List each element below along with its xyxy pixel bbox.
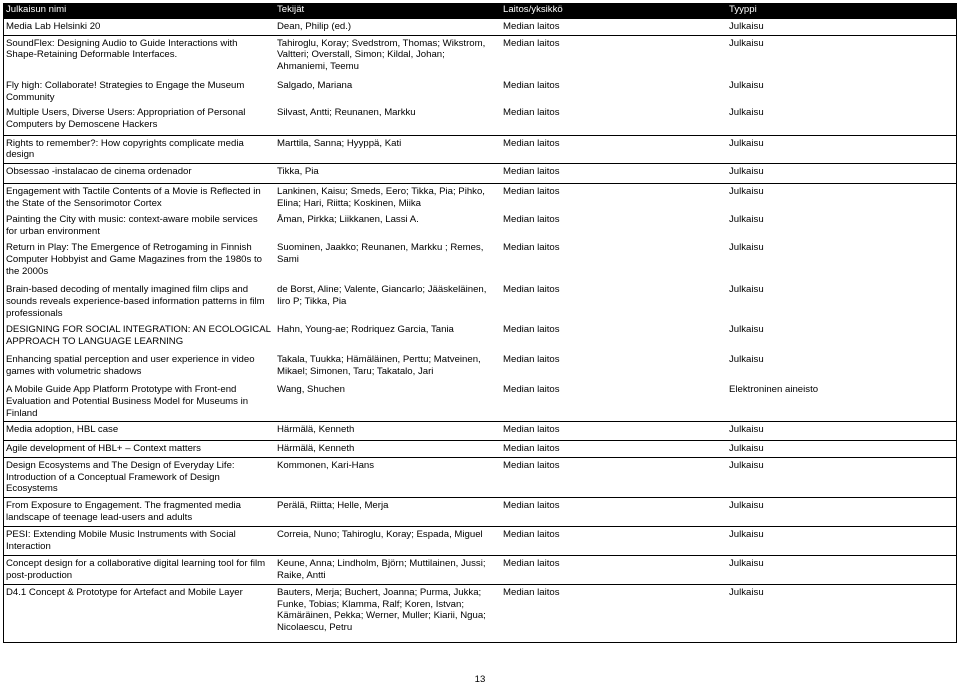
cell-unit: Median laitos	[503, 80, 560, 92]
cell-type: Julkaisu	[729, 284, 764, 296]
cell-unit: Median laitos	[500, 105, 726, 135]
cell-title: Multiple Users, Diverse Users: Appropriation of Personal Computers by Demoscene Hackers	[3, 105, 274, 135]
table-row	[3, 35, 957, 78]
table-header-row	[3, 3, 957, 19]
cell-type: Julkaisu	[726, 135, 957, 163]
cell-authors: Kommonen, Kari-Hans	[274, 458, 500, 498]
cell-title: Obsessao -instalacao de cinema ordenador	[3, 163, 274, 183]
cell-type: Julkaisu	[726, 422, 957, 441]
cell-type: Julkaisu	[726, 163, 957, 183]
cell-title: DESIGNING FOR SOCIAL INTEGRATION: AN ECOLOGICAL APPROACH TO LANGUAGE LEARNING	[6, 324, 271, 348]
cell-title: Brain-based decoding of mentally imagined film clips and sounds reveals experience-based information patterns in film professionals	[6, 284, 265, 319]
cell-authors: Härmälä, Kenneth	[274, 422, 500, 441]
cell-unit: Median laitos	[503, 324, 560, 336]
cell-unit: Median laitos	[503, 284, 560, 296]
cell-type: Julkaisu	[729, 37, 764, 49]
cell-unit: Median laitos	[500, 135, 726, 163]
cell-authors: Tikka, Pia	[274, 163, 500, 183]
cell-title: Enhancing spatial perception and user experience in video games with volumetric shadows	[6, 354, 255, 378]
cell-unit: Median laitos	[500, 19, 726, 35]
cell-type: Julkaisu	[726, 527, 957, 556]
cell-unit: Median laitos	[500, 163, 726, 183]
cell-unit: Median laitos	[503, 37, 560, 49]
cell-title: SoundFlex: Designing Audio to Guide Interactions with Shape-Retaining Deformable Interfaces.	[6, 37, 238, 61]
cell-authors: Suominen, Jaakko; Reunanen, Markku ; Remes, Sami	[277, 242, 484, 266]
cell-unit: Median laitos	[503, 185, 560, 197]
table-row	[3, 556, 957, 585]
table-row	[3, 240, 957, 282]
cell-authors: Dean, Philip (ed.)	[274, 19, 500, 35]
table-row	[3, 441, 957, 458]
cell-authors: Bauters, Merja; Buchert, Joanna; Purma, Jukka; Funke, Tobias; Klamma, Ralf; Koren, Istvan; Kämäräinen, Pekka; Werner, Muller; Kiarii, Ngua; Nicolaescu, Petru	[277, 587, 486, 633]
header-tekijat: Tekijät	[274, 3, 500, 19]
cell-unit: Median laitos	[503, 214, 560, 226]
header-laitos-yksikko: Laitos/yksikkö	[500, 3, 726, 19]
table-row	[3, 498, 957, 527]
cell-type: Julkaisu	[729, 587, 764, 599]
header-julkaisun-nimi: Julkaisun nimi	[3, 3, 274, 19]
cell-authors: Åman, Pirkka; Liikkanen, Lassi A.	[277, 214, 419, 226]
cell-type: Julkaisu	[729, 214, 764, 226]
table-row	[3, 163, 957, 183]
cell-type: Elektroninen aineisto	[726, 382, 957, 421]
cell-unit: Median laitos	[500, 527, 726, 556]
cell-authors: Marttila, Sanna; Hyyppä, Kati	[274, 135, 500, 163]
cell-title: Engagement with Tactile Contents of a Movie is Reflected in the State of the Sensorimotor Cortex	[6, 185, 261, 209]
cell-title: Concept design for a collaborative digital learning tool for film post-production	[3, 556, 274, 585]
cell-title: PESI: Extending Mobile Music Instruments with Social Interaction	[3, 527, 274, 556]
cell-authors: Härmälä, Kenneth	[274, 441, 500, 458]
cell-title: Media Lab Helsinki 20	[3, 19, 274, 35]
cell-authors: Salgado, Mariana	[277, 80, 353, 92]
cell-authors: Silvast, Antti; Reunanen, Markku	[274, 105, 500, 135]
cell-unit: Median laitos	[500, 422, 726, 441]
page-number: 13	[474, 674, 486, 685]
table-row	[3, 382, 957, 421]
cell-type: Julkaisu	[726, 458, 957, 498]
cell-title: From Exposure to Engagement. The fragmented media landscape of teenage lead-users and adults	[3, 498, 274, 527]
cell-title: A Mobile Guide App Platform Prototype with Front-end Evaluation and Potential Business Model for Museums in Finland	[3, 382, 274, 421]
cell-authors: Hahn, Young-ae; Rodriquez Garcia, Tania	[277, 324, 454, 336]
cell-type: Julkaisu	[726, 105, 957, 135]
cell-title: Rights to remember?: How copyrights complicate media design	[3, 135, 274, 163]
table-row	[3, 183, 957, 212]
cell-title: D4.1 Concept & Prototype for Artefact and Mobile Layer	[6, 587, 243, 599]
cell-authors: Tahiroglu, Koray; Svedstrom, Thomas; Wikstrom, Valtteri; Overstall, Simon; Kildal, Johan; Ahmaniemi, Teemu	[277, 37, 486, 72]
cell-type: Julkaisu	[729, 354, 764, 366]
table-row	[3, 527, 957, 556]
cell-unit: Median laitos	[500, 382, 726, 421]
table-row	[3, 352, 957, 382]
cell-unit: Median laitos	[503, 354, 560, 366]
cell-title: Painting the City with music: context-aware mobile services for urban environment	[6, 214, 258, 238]
cell-unit: Median laitos	[500, 556, 726, 585]
cell-unit: Median laitos	[500, 498, 726, 527]
table-row	[3, 78, 957, 105]
table-row	[3, 585, 957, 636]
cell-authors: Takala, Tuukka; Hämäläinen, Perttu; Matveinen, Mikael; Simonen, Taru; Takatalo, Jari	[277, 354, 481, 378]
table-row	[3, 422, 957, 441]
cell-title: Return in Play: The Emergence of Retrogaming in Finnish Computer Hobbyist and Game Magazines from the 1980s to the 2000s	[6, 242, 262, 277]
cell-type: Julkaisu	[726, 19, 957, 35]
cell-type: Julkaisu	[726, 441, 957, 458]
table-row	[3, 322, 957, 352]
publications-table	[3, 3, 957, 635]
cell-title: Agile development of HBL+ – Context matters	[3, 441, 274, 458]
table-row	[3, 19, 957, 35]
cell-unit: Median laitos	[500, 441, 726, 458]
cell-authors: Perälä, Riitta; Helle, Merja	[274, 498, 500, 527]
cell-authors: de Borst, Aline; Valente, Giancarlo; Jääskeläinen, Iiro P; Tikka, Pia	[277, 284, 487, 308]
cell-title: Fly high: Collaborate! Strategies to Engage the Museum Community	[6, 80, 245, 103]
cell-type: Julkaisu	[729, 324, 764, 336]
cell-unit: Median laitos	[503, 242, 560, 254]
table-row	[3, 458, 957, 498]
cell-authors: Wang, Shuchen	[274, 382, 500, 421]
cell-title: Design Ecosystems and The Design of Everyday Life: Introduction of a Conceptual Framework of Design Ecosystems	[3, 458, 274, 498]
cell-authors: Lankinen, Kaisu; Smeds, Eero; Tikka, Pia; Pihko, Elina; Hari, Riitta; Koskinen, Miika	[277, 185, 485, 209]
cell-unit: Median laitos	[503, 587, 560, 599]
cell-type: Julkaisu	[729, 242, 764, 254]
cell-authors: Correia, Nuno; Tahiroglu, Koray; Espada, Miguel	[274, 527, 500, 556]
table-row	[3, 105, 957, 135]
cell-authors: Keune, Anna; Lindholm, Björn; Muttilainen, Jussi; Raike, Antti	[274, 556, 500, 585]
header-tyyppi: Tyyppi	[726, 3, 957, 19]
table-row	[3, 135, 957, 163]
cell-type: Julkaisu	[726, 556, 957, 585]
cell-title: Media adoption, HBL case	[3, 422, 274, 441]
cell-unit: Median laitos	[500, 458, 726, 498]
cell-type: Julkaisu	[726, 498, 957, 527]
table-row	[3, 282, 957, 322]
table-row	[3, 212, 957, 240]
cell-type: Julkaisu	[729, 185, 764, 197]
cell-type: Julkaisu	[729, 80, 764, 92]
